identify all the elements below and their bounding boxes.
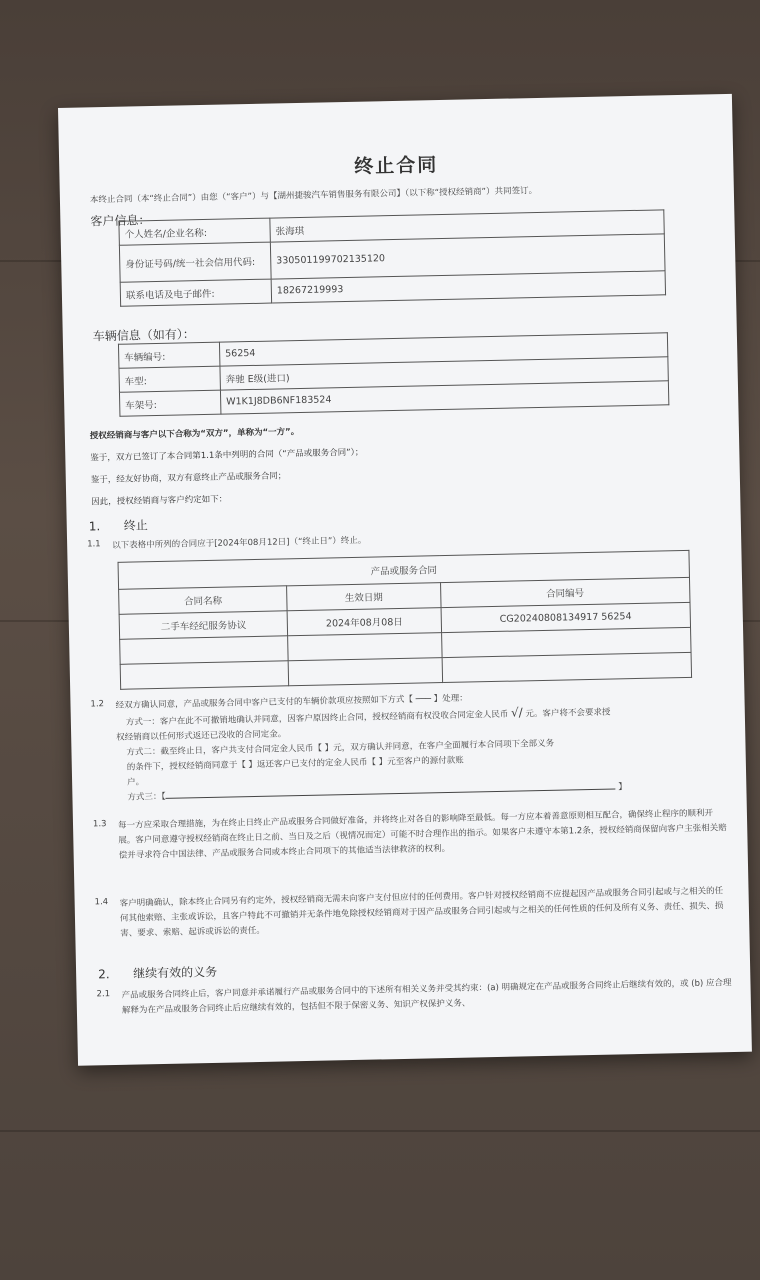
column-header: 合同编号: [440, 577, 690, 607]
option-3-line: 方式三：【 】: [127, 782, 627, 803]
customer-heading: 客户信息：: [90, 213, 151, 229]
table-cell: [120, 661, 289, 690]
table-cell: 个人姓名/企业名称:: [119, 218, 270, 245]
clause-text: 每一方应采取合理措施，为在终止日终止产品或服务合同做好准备，并将终止对各自的影响降至最低。每一方应本着善意原则相互配合，确保终止程序的顺利开展。客户同意遵守授权经销商在终止日之前、当日及之后（视情况而定）可能不时合理作出的指示。如果客户未遵守本第1.2条，授权经销商保留向客户主张相关赔偿并寻求符合中国法律、产品或服务合同或本终止合同项下的其他适当法律救济的权利。: [117, 808, 727, 861]
vehicle-heading: 车辆信息（如有）：: [92, 327, 195, 344]
option-1-text-end: 元。客户将不会要求授: [525, 707, 611, 720]
section-number: 2.: [98, 967, 110, 982]
clause-text: 客户明确确认，除本终止合同另有约定外，授权经销商无需未向客户支付但应付的任何费用。客户针对授权经销商不应提起因产品或服务合同引起或与之相关的任何其他索赔、主张或诉讼，且客户特此不可撤销并无条件地免除授权经销商对于因产品或服务合同引起或与之相关的任何性质的任何及所有义务、责任、损失、损害、要求、索赔、起诉或诉讼的责任。: [119, 886, 724, 939]
intro-text: 本终止合同（本“终止合同”）由您（“客户”）与【湖州捷骏汽车销售服务有限公司】（以下称“授权经销商”）共同签订。: [89, 185, 538, 206]
table-cell: 联系电话及电子邮件:: [120, 279, 271, 306]
blank-line: [166, 788, 616, 798]
recital-3: 鉴于，经友好协商，双方有意终止产品或服务合同；: [90, 471, 287, 486]
table-cell: 车辆编号:: [118, 342, 219, 368]
vehicle-table: [118, 332, 669, 417]
clause-number: 1.3: [92, 819, 107, 830]
table-caption: 产品或服务合同: [118, 550, 689, 589]
option-1-text: 方式一：客户在此不可撤销地确认并同意，因客户原因终止合同，授权经销商有权没收合同定金人民币: [125, 709, 509, 728]
option-2-line: 方式二：截至终止日，客户共支付合同定金人民币【 】元，双方确认并同意，在客户全面履行本合同项下全部义务: [126, 738, 555, 758]
table-cell: 车型:: [119, 366, 220, 392]
recital-1: 授权经销商与客户以下合称为“双方”，单称为“一方”。: [89, 427, 300, 442]
handwritten-mark: √/: [510, 705, 523, 720]
section-title: 继续有效的义务: [132, 964, 218, 981]
table-cell: 18267219993: [271, 271, 665, 303]
table-cell: [442, 652, 692, 682]
table-cell: [289, 658, 443, 686]
clause-number: 2.1: [96, 989, 111, 1000]
clause-body: [115, 686, 727, 806]
table-cell: 二手车经纪服务协议: [119, 611, 288, 640]
section-1-heading: [89, 516, 148, 534]
table-cell: 56254: [219, 333, 667, 366]
customer-table: [118, 209, 666, 306]
table-cell: 张海琪: [270, 210, 664, 242]
section-title: 终止: [123, 518, 148, 533]
section-2-heading: [98, 963, 217, 982]
table-cell: [120, 636, 289, 665]
clause-text: 产品或服务合同终止后，客户同意并承诺履行产品或服务合同中的下述所有相关义务并受其约束：(a) 明确规定在产品或服务合同终止后继续有效的，或 (b) 应合理解释为在产品或服务合同终止后应继续有效的，包括但不限于保密义务、知识产权保护义务、: [121, 978, 732, 1016]
clause-number: 1.4: [94, 897, 109, 908]
wood-grain: [0, 1130, 760, 1132]
option-3-text: 方式三：【: [127, 791, 166, 803]
option-2-line2: 的条件下，授权经销商同意于【 】返还客户已支付的定金人民币【 】元至客户的源付款账: [126, 755, 464, 773]
clause-text: 以下表格中所列的合同应于[2024年08月12日]（“终止日”）终止。: [112, 535, 367, 551]
table-cell: CG20240808134917 56254: [441, 602, 691, 632]
table-cell: 车架号:: [119, 390, 220, 416]
table-cell: 身份证号码/统一社会信用代码:: [119, 242, 271, 282]
column-header: 生效日期: [287, 583, 441, 611]
table-cell: 奔驰 E级(进口): [220, 357, 668, 390]
section-number: 1.: [88, 519, 101, 534]
recital-2: 鉴于，双方已签订了本合同第1.1条中列明的合同（“产品或服务合同”）；: [90, 447, 364, 464]
clause-number: 1.1: [87, 539, 101, 550]
clause-line: 经双方确认同意，产品或服务合同中客户已支付的车辆价款项应按照如下方式【 ─── 】处理：: [115, 693, 468, 711]
column-header: 合同名称: [119, 586, 288, 615]
option-1-cont: 权经销商以任何形式返还已没收的合同定金。: [116, 729, 287, 743]
table-cell: 2024年08月08日: [287, 608, 441, 636]
option-2-line3: 户。: [127, 777, 145, 788]
table-cell: W1K1J8DB6NF183524: [220, 381, 668, 414]
recital-4: 因此，授权经销商与客户约定如下：: [91, 494, 228, 508]
contract-page: [58, 94, 752, 1066]
table-cell: 330501199702135120: [270, 234, 665, 279]
contract-table: [118, 550, 693, 690]
table-cell: [288, 633, 442, 661]
page-title: 终止合同: [354, 154, 439, 178]
clause-number: 1.2: [90, 699, 105, 710]
